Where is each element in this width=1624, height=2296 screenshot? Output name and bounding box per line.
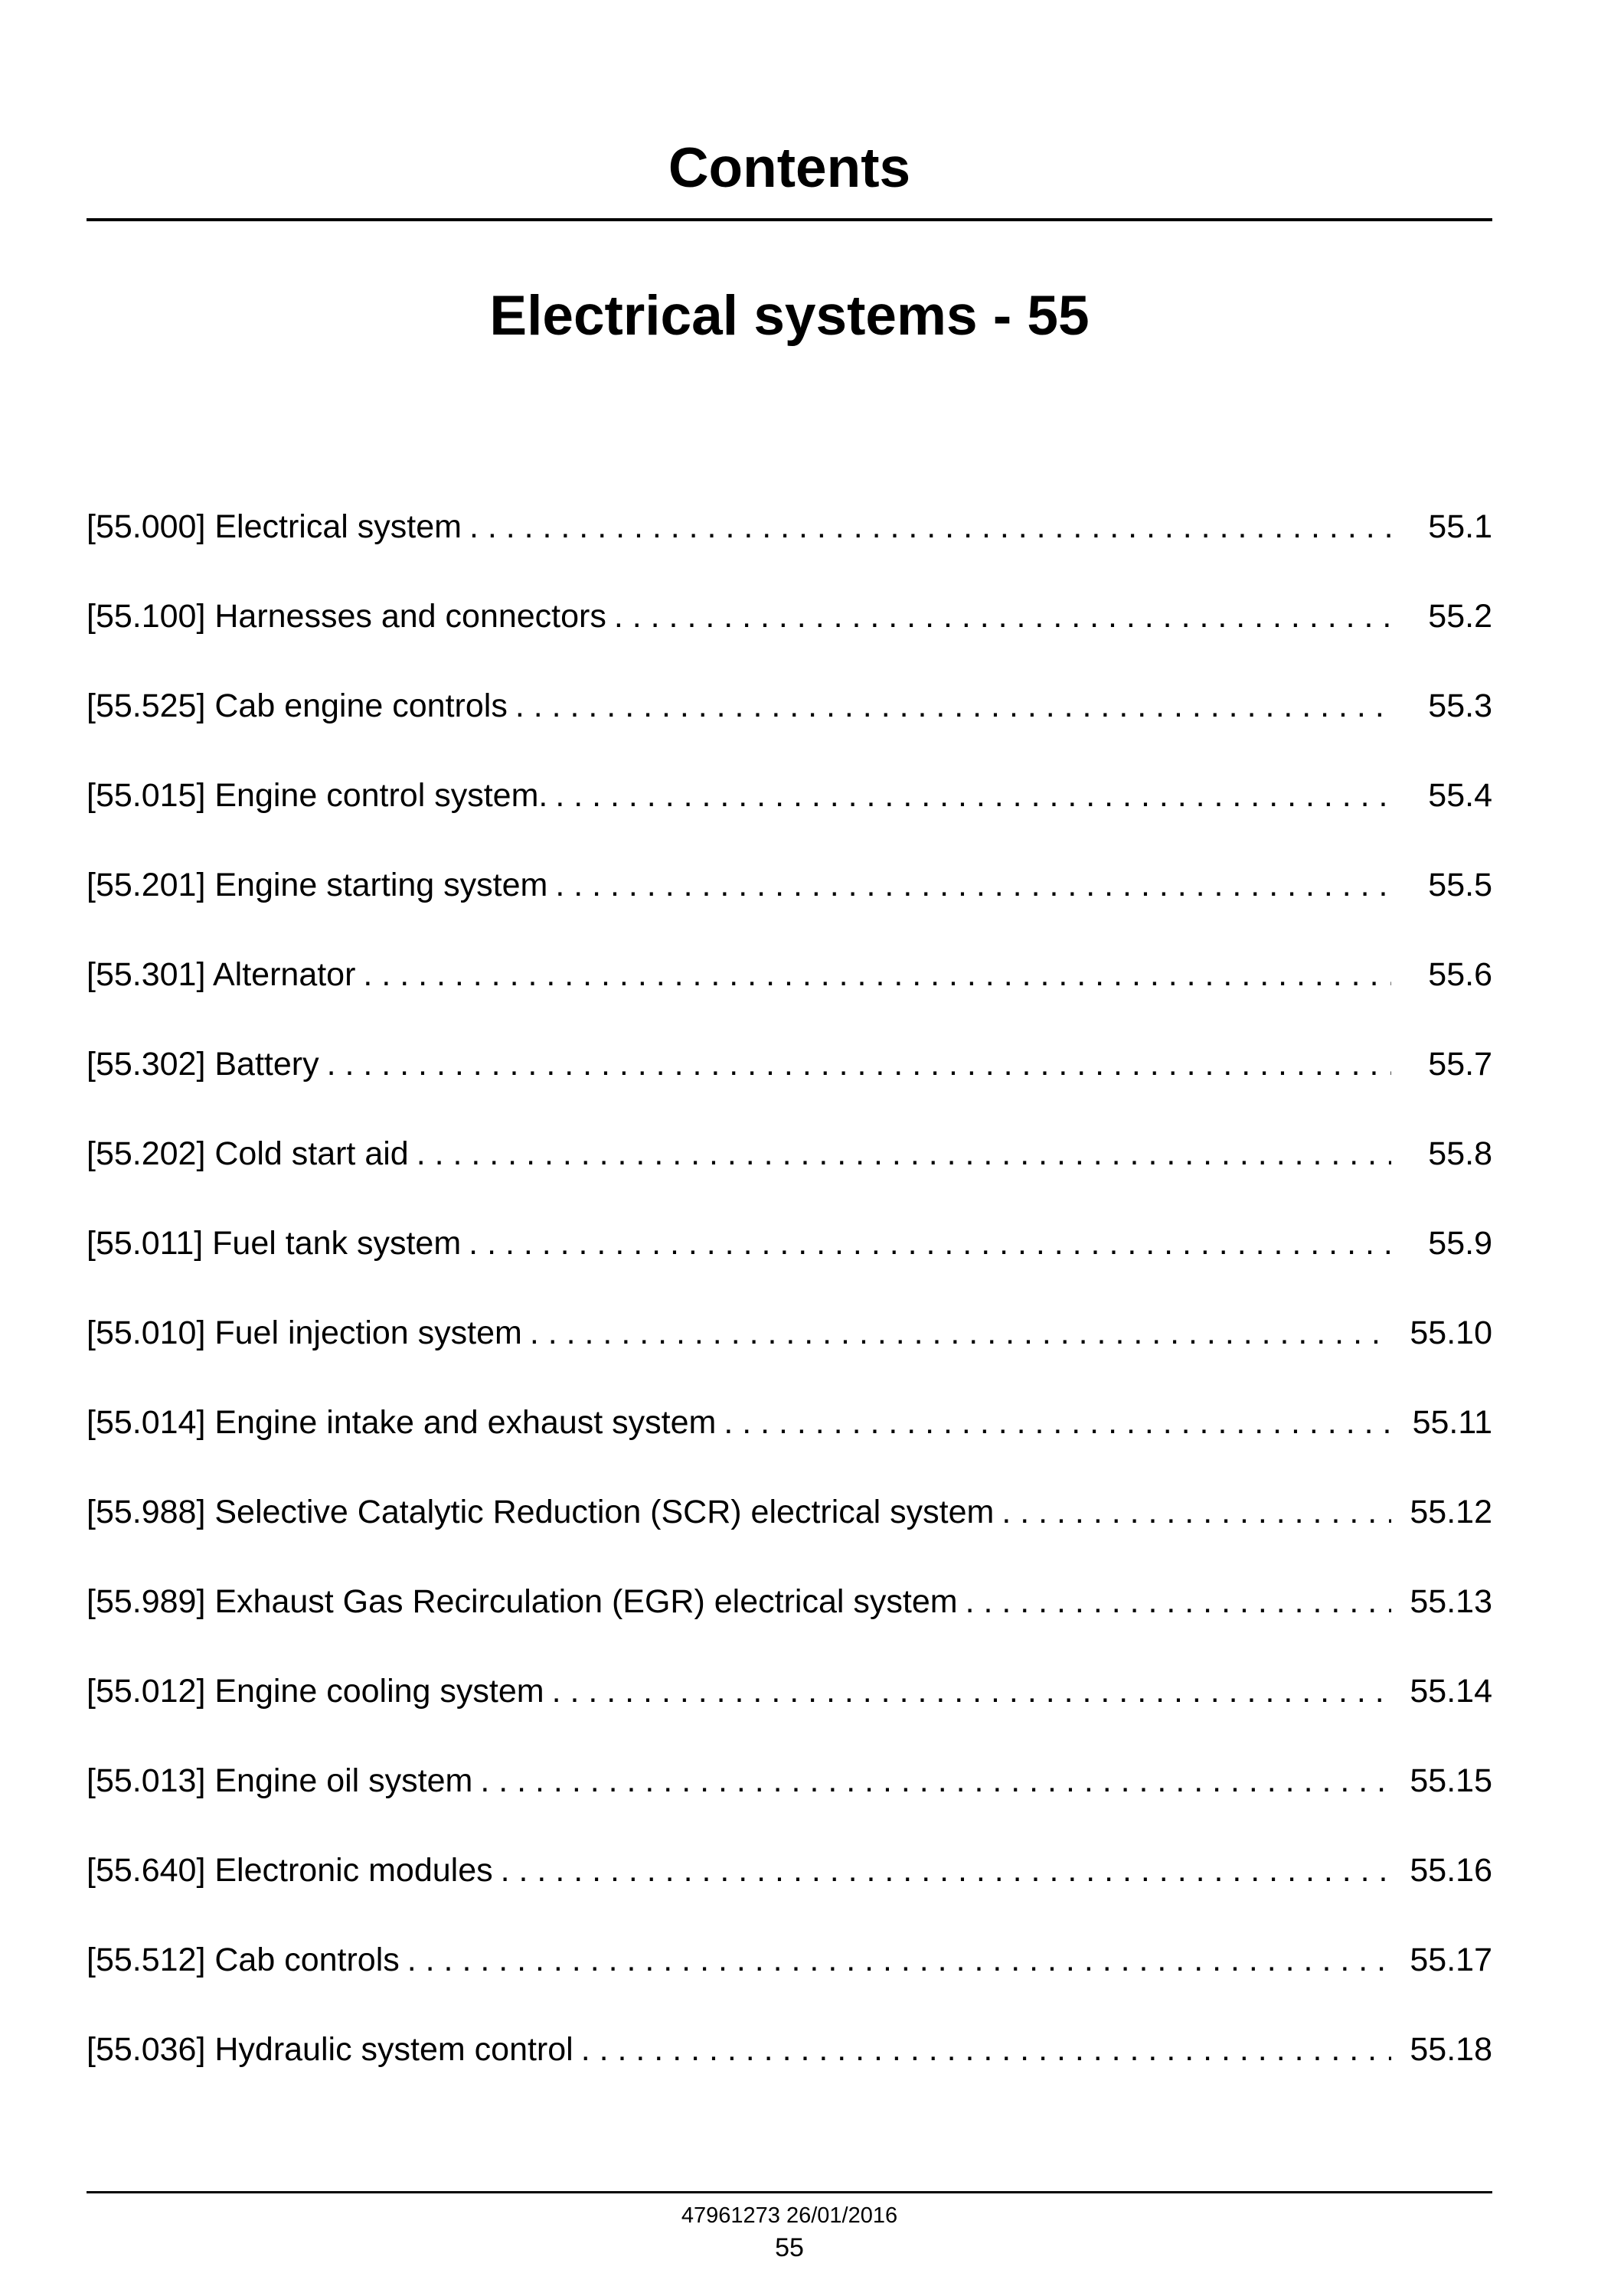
toc-entry-page: 55.17 [1410,1942,1492,1978]
toc-entry[interactable] [87,1929,1492,2019]
toc-dot-leader [530,1302,1391,1364]
toc-entry-label: [55.014] Engine intake and exhaust system [87,1404,717,1441]
toc-entry[interactable] [87,1302,1492,1392]
toc-entry[interactable] [87,1123,1492,1213]
toc-dot-leader [614,586,1391,647]
toc-entry[interactable] [87,944,1492,1034]
toc-dot-leader [724,1392,1391,1453]
contents-title: Contents [668,137,911,199]
toc-entry-page: 55.13 [1410,1583,1492,1620]
toc-dot-leader [480,1750,1391,1811]
toc-entry[interactable] [87,496,1492,586]
toc-entry[interactable] [87,675,1492,765]
toc-dot-leader [552,1661,1391,1722]
toc-entry-label: [55.301] Alternator [87,956,356,993]
toc-entry-label: [55.012] Engine cooling system [87,1673,544,1710]
toc-entry-page: 55.14 [1410,1673,1492,1710]
toc-dot-leader [1002,1481,1391,1543]
toc-entry-page: 55.8 [1428,1135,1492,1172]
toc-entry-label: [55.202] Cold start aid [87,1135,409,1172]
toc-entry[interactable] [87,1213,1492,1302]
toc-entry[interactable] [87,1571,1492,1661]
toc-entry[interactable] [87,1661,1492,1750]
toc-entry-page: 55.7 [1428,1046,1492,1083]
toc-entry[interactable] [87,586,1492,675]
toc-entry-label: [55.640] Electronic modules [87,1852,493,1889]
toc-entry-page: 55.11 [1412,1404,1492,1441]
toc-entry-page: 55.4 [1428,777,1492,814]
toc-dot-leader [966,1571,1391,1632]
table-of-contents [87,496,1492,2108]
toc-entry-label: [55.512] Cab controls [87,1942,400,1978]
toc-entry[interactable] [87,1750,1492,1840]
toc-entry-page: 55.3 [1428,687,1492,724]
header-divider [87,218,1492,221]
toc-entry-page: 55.6 [1428,956,1492,993]
toc-entry-label: [55.000] Electrical system [87,508,462,545]
toc-entry[interactable] [87,854,1492,944]
toc-dot-leader [555,765,1391,826]
toc-dot-leader [515,675,1391,736]
toc-dot-leader [417,1123,1391,1184]
toc-entry-label: [55.201] Engine starting system [87,867,548,903]
footer-divider [87,2191,1492,2193]
toc-entry-label: [55.525] Cab engine controls [87,687,508,724]
toc-dot-leader [363,944,1391,1005]
toc-dot-leader [407,1929,1391,1991]
toc-entry[interactable] [87,765,1492,854]
toc-dot-leader [469,496,1391,557]
toc-entry-label: [55.989] Exhaust Gas Recirculation (EGR) electrical system [87,1583,958,1620]
toc-entry[interactable] [87,1034,1492,1123]
toc-entry-label: [55.011] Fuel tank system [87,1225,462,1262]
toc-entry-label: [55.013] Engine oil system [87,1762,473,1799]
toc-dot-leader [555,854,1391,916]
toc-entry-label: [55.302] Battery [87,1046,319,1083]
footer-document-reference: 47961273 26/01/2016 [681,2203,898,2228]
section-title: Electrical systems - 55 [489,285,1090,347]
toc-entry[interactable] [87,2019,1492,2108]
toc-entry-label: [55.100] Harnesses and connectors [87,598,606,635]
toc-dot-leader [327,1034,1391,1095]
toc-entry-page: 55.1 [1428,508,1492,545]
footer-page-number: 55 [775,2233,804,2262]
toc-entry-page: 55.12 [1410,1494,1492,1530]
toc-entry-page: 55.10 [1410,1315,1492,1351]
toc-entry[interactable] [87,1840,1492,1929]
toc-entry[interactable] [87,1392,1492,1481]
toc-dot-leader [581,2019,1391,2080]
toc-entry-label: [55.036] Hydraulic system control [87,2031,573,2068]
toc-entry[interactable] [87,1481,1492,1571]
toc-entry-label: [55.015] Engine control system. [87,777,548,814]
toc-entry-label: [55.988] Selective Catalytic Reduction (SCR) electrical system [87,1494,995,1530]
toc-entry-page: 55.5 [1428,867,1492,903]
toc-entry-page: 55.15 [1410,1762,1492,1799]
toc-entry-page: 55.9 [1428,1225,1492,1262]
toc-entry-page: 55.16 [1410,1852,1492,1889]
toc-dot-leader [469,1213,1391,1274]
toc-entry-page: 55.18 [1410,2031,1492,2068]
toc-entry-page: 55.2 [1428,598,1492,635]
toc-dot-leader [501,1840,1391,1901]
toc-entry-label: [55.010] Fuel injection system [87,1315,522,1351]
